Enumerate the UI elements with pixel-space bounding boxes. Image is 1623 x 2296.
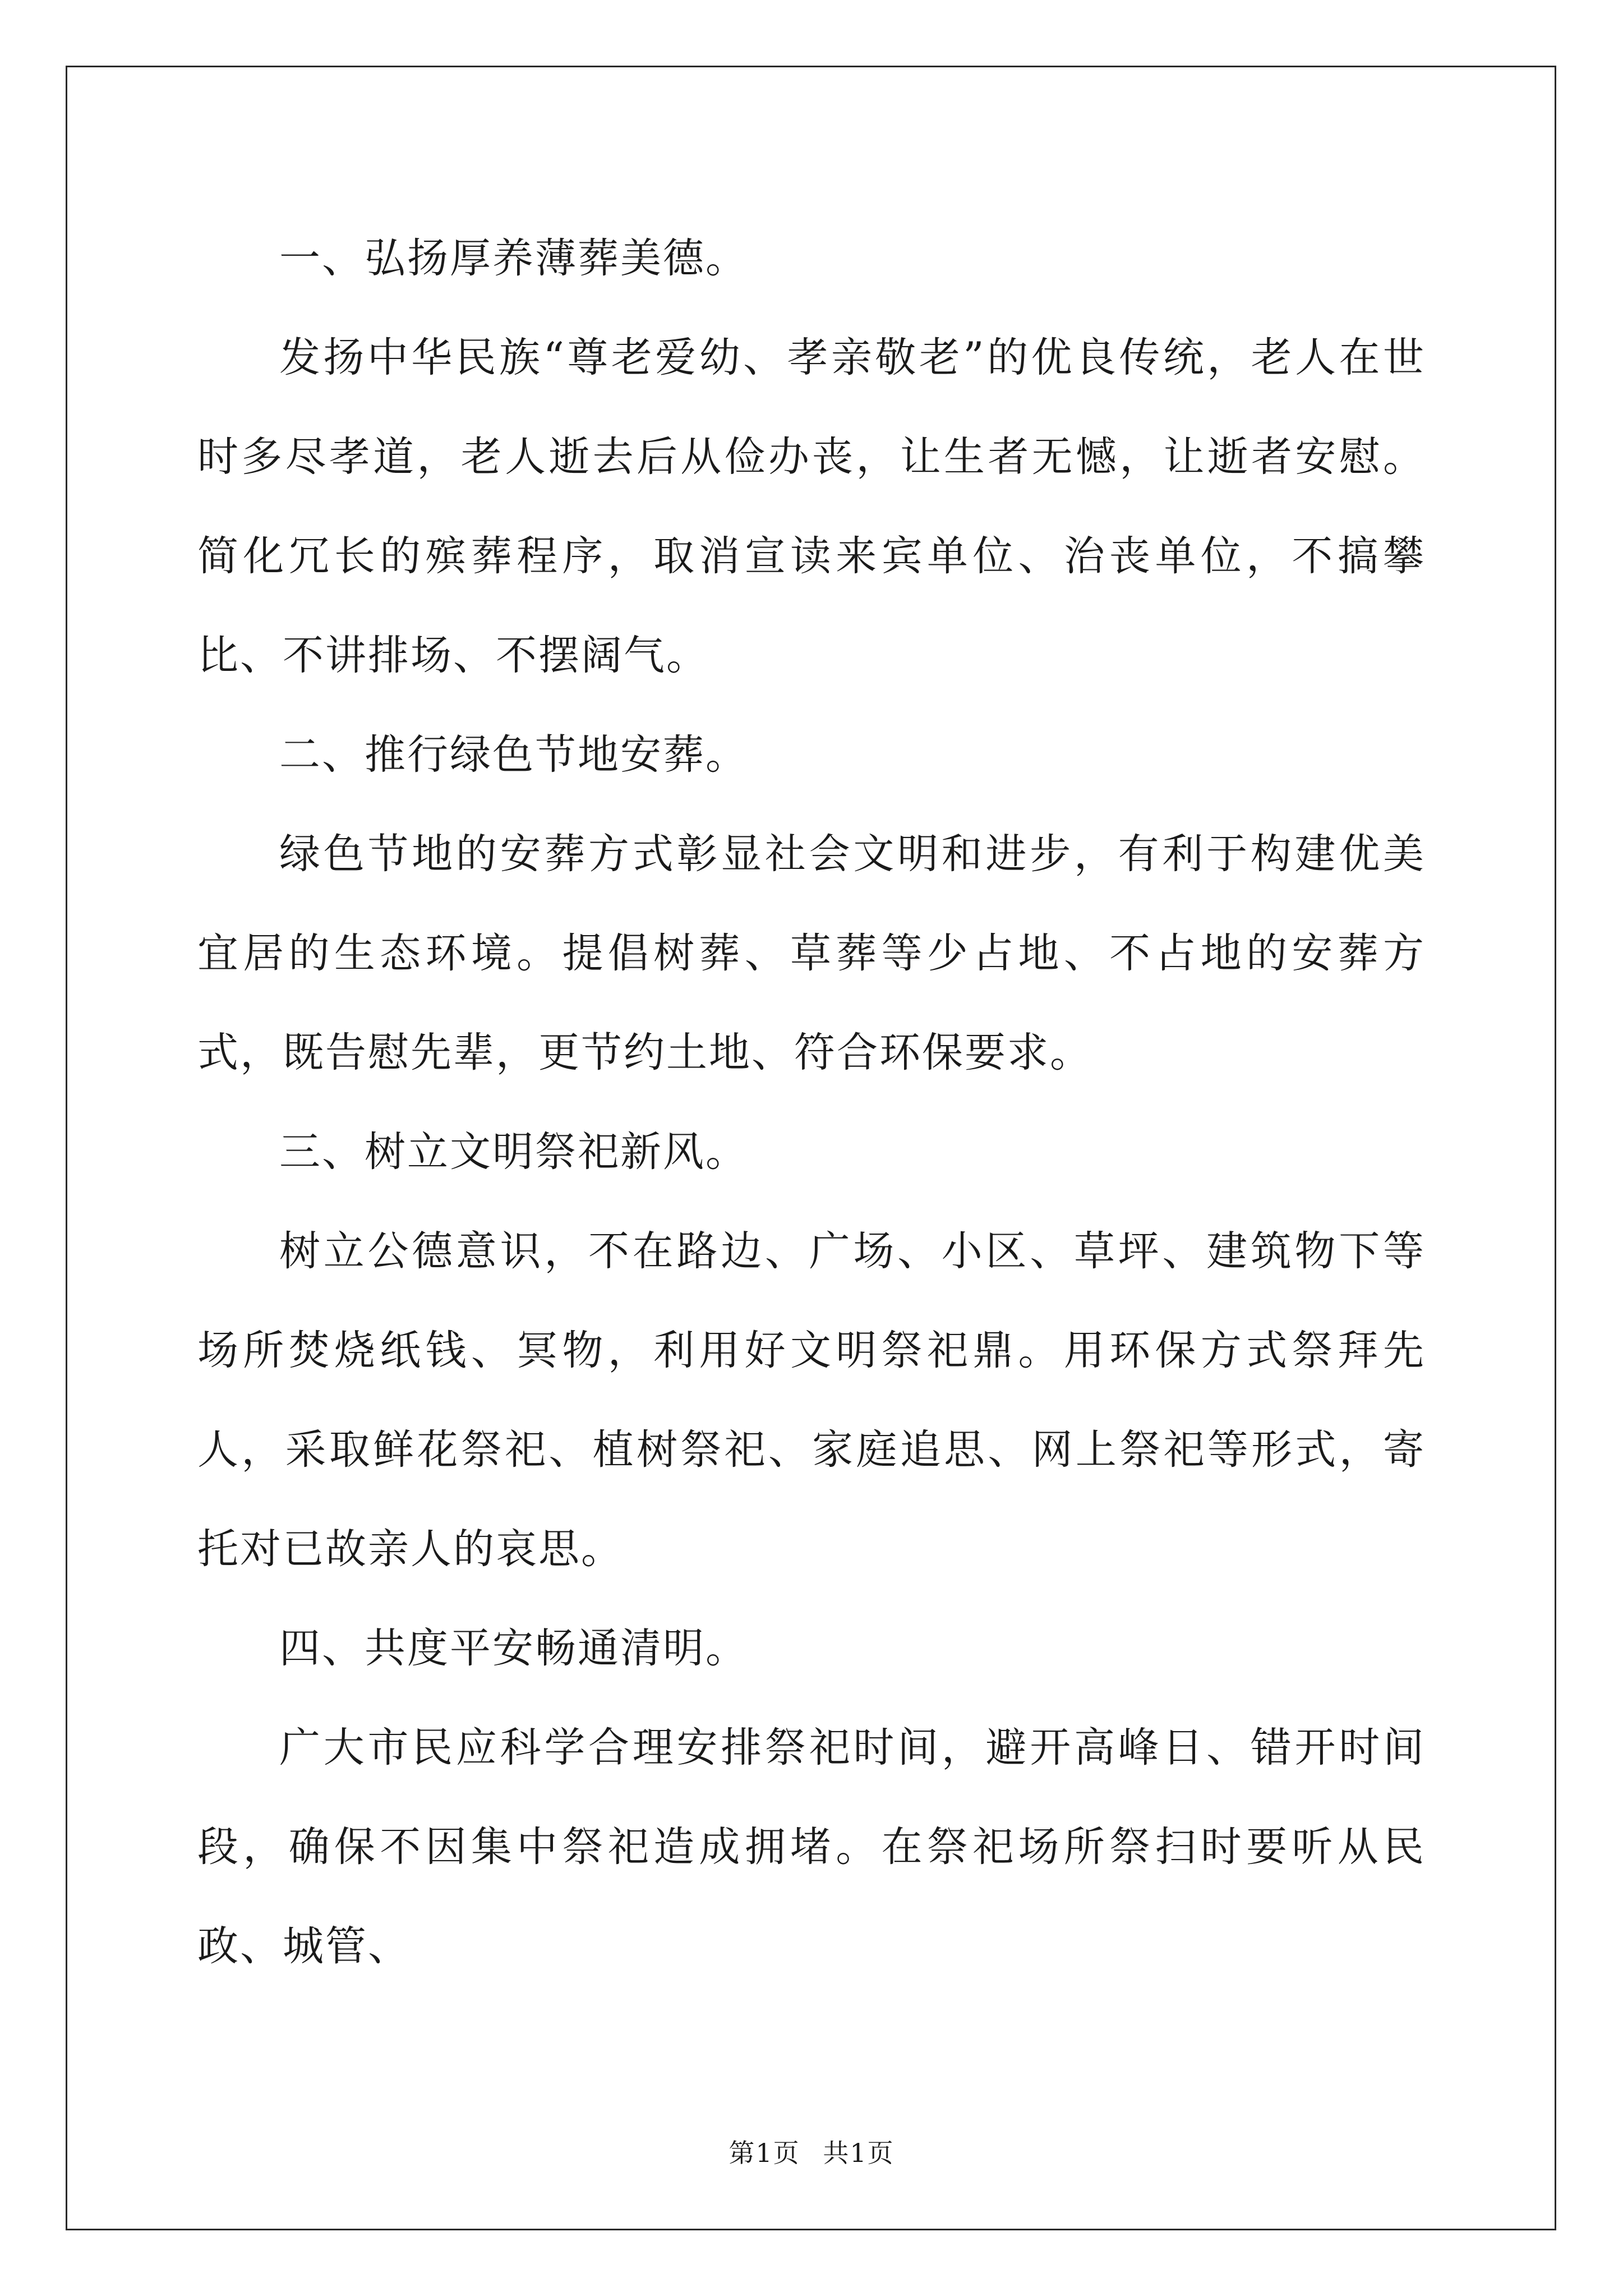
heading-3: 三、树立文明祭祀新风。 xyxy=(279,1128,748,1176)
paragraph-4: 广大市民应科学合理安排祭祀时间，避开高峰日、错开时间段，确保不因集中祭祀造成拥堵。在祭祀场所祭扫时要听从民政、城管、 xyxy=(197,1724,1426,1970)
page-footer xyxy=(0,2136,1623,2170)
paragraph-3: 树立公德意识，不在路边、广场、小区、草坪、建筑物下等场所焚烧纸钱、冥物，利用好文明祭祀鼎。用环保方式祭拜先人，采取鲜花祭祀、植树祭祀、家庭追思、网上祭祀等形式，寄托对已故亲人的哀思。 xyxy=(197,1227,1426,1573)
paragraph-1: 发扬中华民族“尊老爱幼、孝亲敬老”的优良传统，老人在世时多尽孝道，老人逝去后从俭办丧，让生者无憾，让逝者安慰。简化冗长的殡葬程序，取消宣读来宾单位、治丧单位，不搞攀比、不讲排场、不摆阔气。 xyxy=(197,334,1426,679)
heading-4: 四、共度平安畅通清明。 xyxy=(279,1625,748,1672)
page-total: 共1页 xyxy=(823,2138,895,2168)
document-body xyxy=(197,209,1426,1996)
page-number: 第1页 xyxy=(728,2138,800,2168)
heading-1: 一、弘扬厚养薄葬美德。 xyxy=(279,234,748,282)
heading-2: 二、推行绿色节地安葬。 xyxy=(279,731,748,779)
paragraph-2: 绿色节地的安葬方式彰显社会文明和进步，有利于构建优美宜居的生态环境。提倡树葬、草葬等少占地、不占地的安葬方式，既告慰先辈，更节约土地、符合环保要求。 xyxy=(197,830,1426,1076)
